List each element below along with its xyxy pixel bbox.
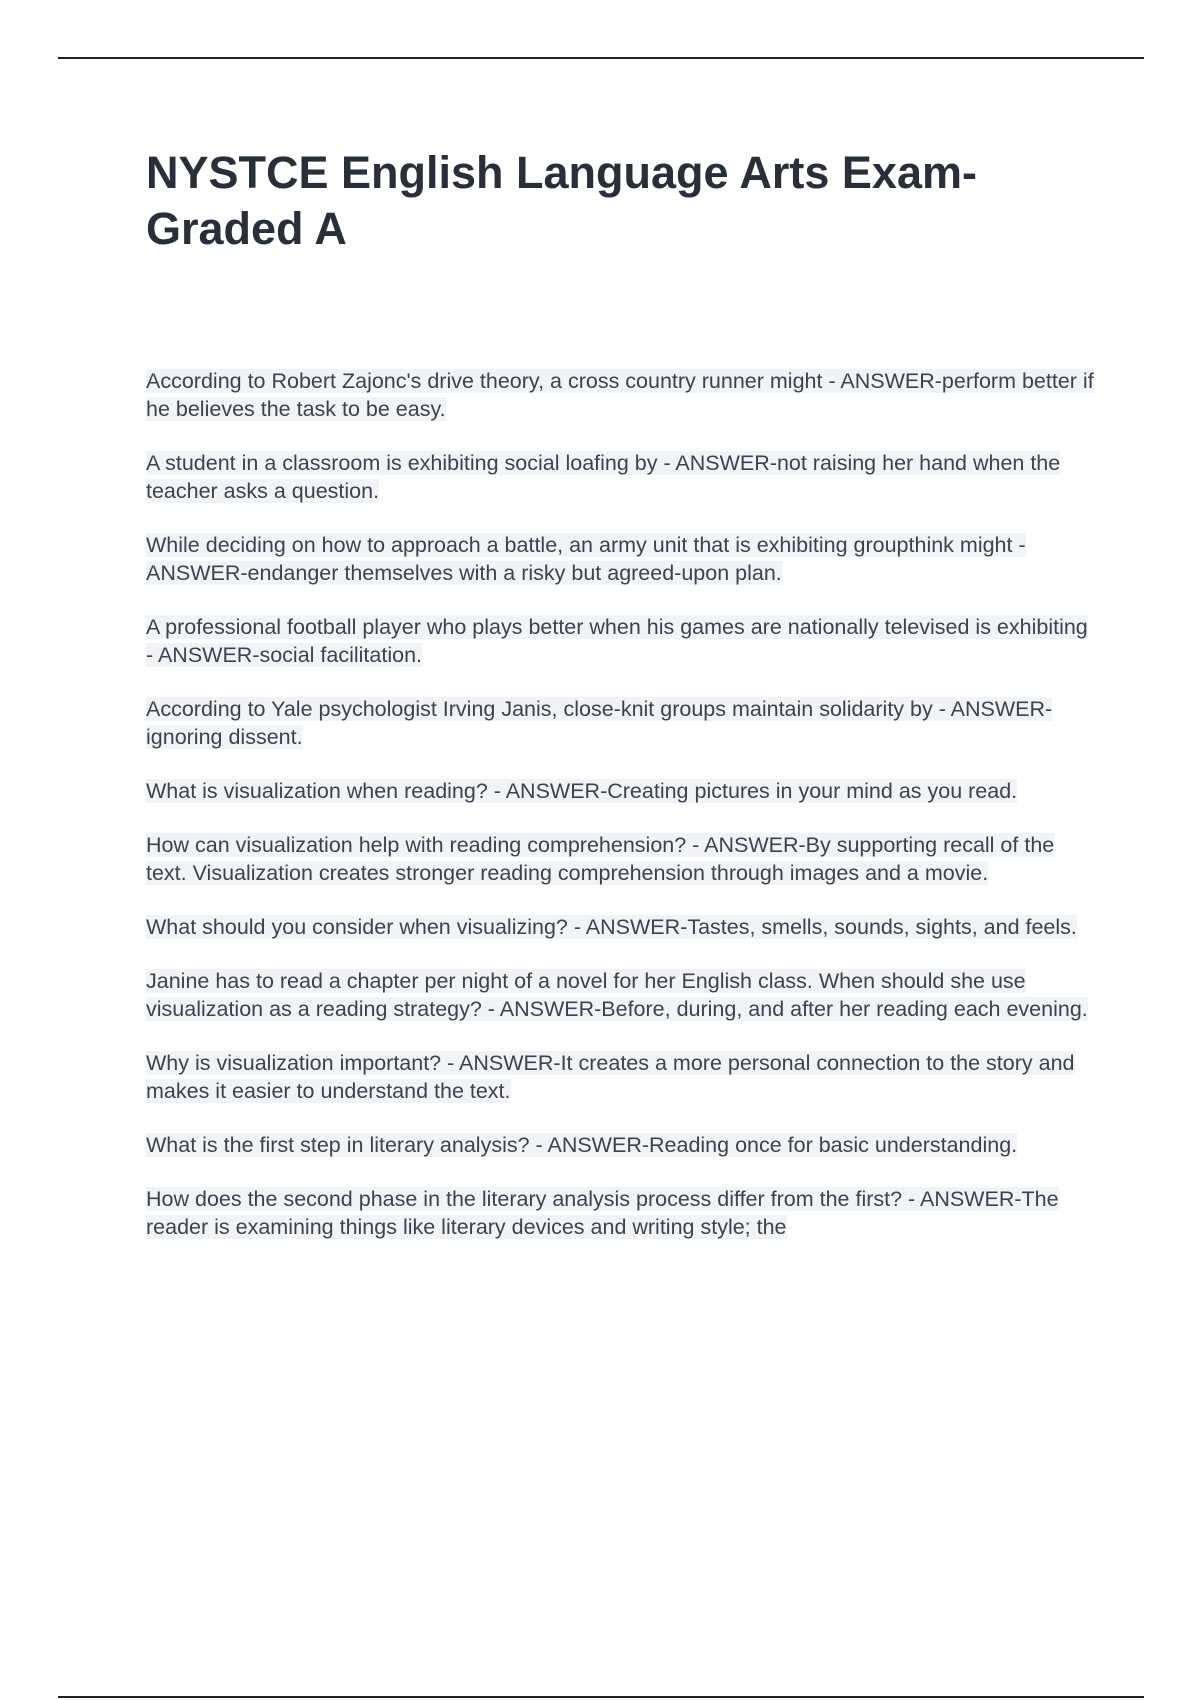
qa-text: How does the second phase in the literary analysis process differ from the first? - ANSWER-The reader is examining things like literary devices and writing style; the [146,1187,1059,1239]
qa-text: What is visualization when reading? - ANSWER-Creating pictures in your mind as you read. [146,779,1018,803]
qa-list [146,367,1098,1267]
qa-text: A professional football player who plays better when his games are nationally televised is exhibiting - ANSWER-social facilitation. [146,615,1088,667]
qa-item [146,1131,1098,1159]
qa-text: What is the first step in literary analysis? - ANSWER-Reading once for basic understanding. [146,1133,1018,1157]
qa-text: How can visualization help with reading comprehension? - ANSWER-By supporting recall of the text. Visualization creates stronger reading comprehension through images and a movie. [146,833,1055,885]
qa-item [146,531,1098,587]
qa-text: Why is visualization important? - ANSWER-It creates a more personal connection to the story and makes it easier to understand the text. [146,1051,1075,1103]
qa-item [146,367,1098,423]
qa-item [146,913,1098,941]
qa-item [146,777,1098,805]
qa-text: According to Robert Zajonc's drive theory, a cross country runner might - ANSWER-perform better if he believes the task to be easy. [146,369,1094,421]
qa-text: While deciding on how to approach a battle, an army unit that is exhibiting groupthink might - ANSWER-endanger themselves with a risky but agreed-upon plan. [146,533,1026,585]
qa-item [146,449,1098,505]
qa-item [146,831,1098,887]
qa-item [146,967,1098,1023]
qa-text: Janine has to read a chapter per night of a novel for her English class. When should she use visualization as a reading strategy? - ANSWER-Before, during, and after her reading each evening. [146,969,1088,1021]
qa-item [146,695,1098,751]
qa-item [146,1185,1098,1241]
qa-item [146,1049,1098,1105]
top-divider [58,57,1144,59]
qa-text: A student in a classroom is exhibiting social loafing by - ANSWER-not raising her hand when the teacher asks a question. [146,451,1061,503]
page-title: NYSTCE English Language Arts Exam- Graded A [146,147,977,254]
qa-text: According to Yale psychologist Irving Janis, close-knit groups maintain solidarity by - ANSWER-ignoring dissent. [146,697,1053,749]
qa-item [146,613,1098,669]
qa-text: What should you consider when visualizing? - ANSWER-Tastes, smells, sounds, sights, and feels. [146,915,1077,939]
bottom-divider [58,1696,1144,1698]
